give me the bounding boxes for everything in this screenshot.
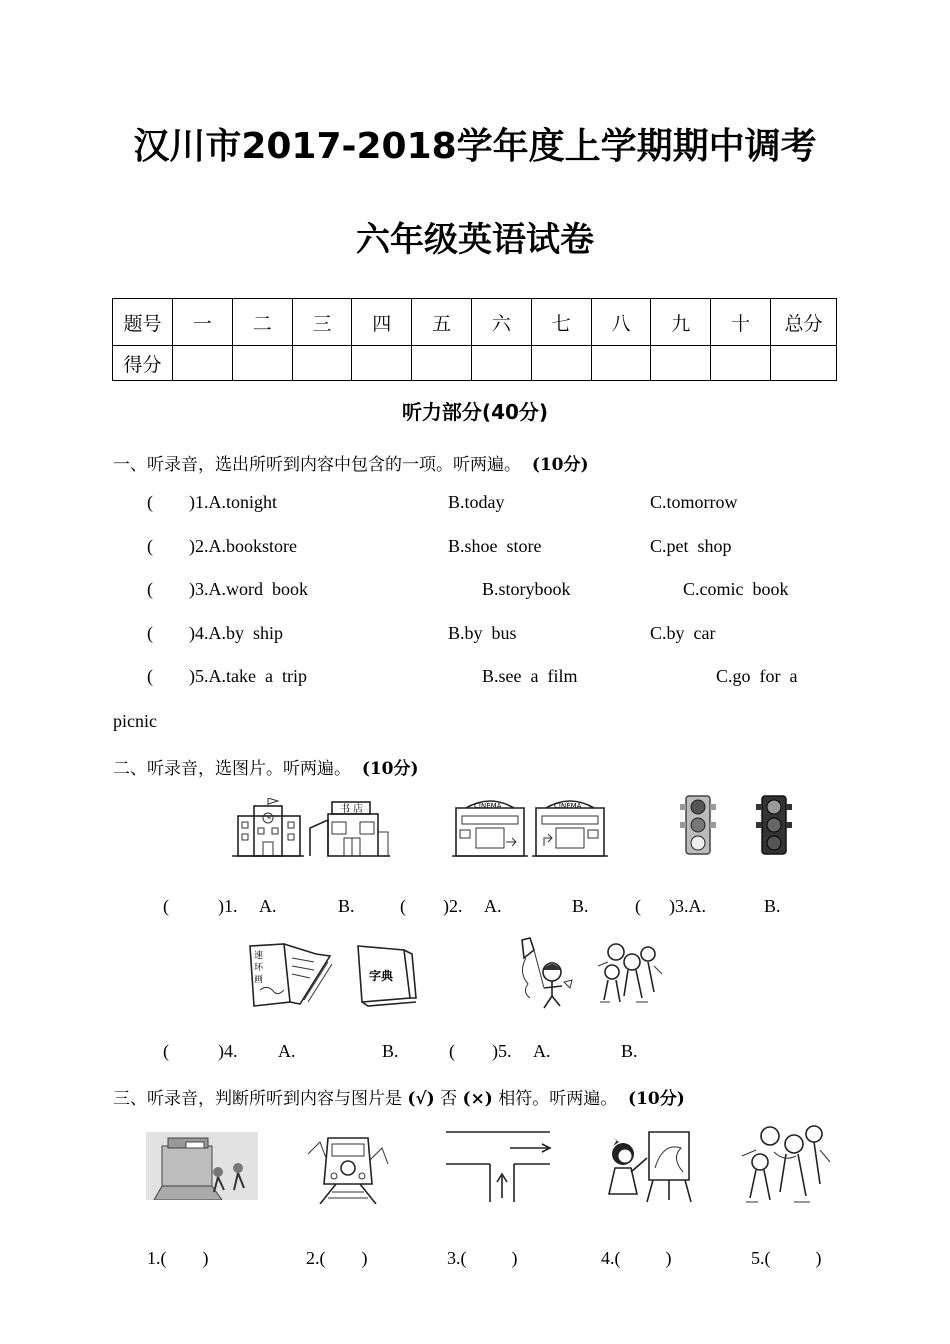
part1-heading: [113, 450, 589, 475]
score-header-cell: 四: [352, 299, 412, 346]
kite-and-picnic-illustration: [508, 936, 664, 1010]
p2-q2-option-a: A.: [484, 896, 502, 916]
traffic-lights-illustration: [676, 794, 796, 858]
part3-no-mark: (×): [462, 1089, 493, 1109]
score-header-cell: 八: [591, 299, 651, 346]
p2-q3-option-b: B.: [764, 896, 781, 916]
p2-q5-option-a: A.: [533, 1041, 551, 1061]
score-header-cell: 三: [292, 299, 352, 346]
painting-girl-illustration: [603, 1128, 693, 1204]
p2-q3-open-paren: (: [635, 896, 641, 916]
score-table-score-row: [113, 346, 837, 381]
children-playing-illustration: [740, 1122, 832, 1206]
score-cell[interactable]: [651, 346, 711, 381]
score-header-cell: 总分: [771, 299, 837, 346]
score-table: [112, 298, 837, 381]
score-cell[interactable]: [173, 346, 233, 381]
p1-q5-wrap-text: picnic: [113, 711, 157, 731]
cinema-right-icon: [532, 801, 608, 856]
p1-q3-option-c: C.comic book: [683, 579, 789, 599]
boy-with-kite-icon: [522, 938, 572, 1008]
p1-q5-option-a: ( )5.A.take a trip: [147, 666, 307, 686]
part1-heading-text: 一、听录音，选出所听到内容中包含的一项。听两遍。: [113, 455, 521, 475]
score-cell[interactable]: [352, 346, 412, 381]
books-illustration: [244, 940, 420, 1010]
p3-answer-2[interactable]: 2.( ): [306, 1248, 368, 1268]
score-cell[interactable]: [531, 346, 591, 381]
score-header-cell: 题号: [113, 299, 173, 346]
dictionary-label: 字典: [369, 969, 394, 983]
score-cell[interactable]: [711, 346, 771, 381]
p1-q1-option-a: ( )1.A.tonight: [147, 492, 277, 512]
p1-q5-option-c: C.go for a: [716, 666, 798, 686]
p3-answer-4[interactable]: 4.( ): [601, 1248, 672, 1268]
p1-q4-option-c: C.by car: [650, 623, 716, 643]
score-table-header-row: [113, 299, 837, 346]
p3-answer-1[interactable]: 1.( ): [147, 1248, 209, 1268]
part2-heading-text: 二、听录音，选图片。听两遍。: [113, 759, 351, 779]
exam-subtitle: 六年级英语试卷: [356, 220, 594, 260]
p2-q1-option-a: A.: [259, 896, 277, 916]
p2-q4-number: )4.: [218, 1041, 238, 1061]
p2-q2-open-paren: (: [400, 896, 406, 916]
p2-q3-number-option-a: )3.A.: [669, 896, 706, 916]
score-cell[interactable]: [591, 346, 651, 381]
svg-text:书 店: 书 店: [340, 804, 364, 815]
train-illustration: [306, 1134, 390, 1204]
p1-q3-option-b: B.storybook: [482, 579, 571, 599]
listening-section-title: 听力部分(40分): [401, 400, 549, 424]
svg-text:CINEMA: CINEMA: [554, 802, 582, 810]
p1-q4-option-a: ( )4.A.by ship: [147, 623, 283, 643]
score-cell[interactable]: [232, 346, 292, 381]
score-header-cell: 七: [531, 299, 591, 346]
part3-no-word: 否: [440, 1089, 458, 1109]
p1-q2-option-b: B.shoe store: [448, 536, 542, 556]
traffic-light-b-icon: [756, 796, 792, 854]
dictionary-book-icon: [358, 946, 416, 1006]
svg-text:CINEMA: CINEMA: [474, 802, 502, 810]
part3-yes-mark: (√): [407, 1089, 435, 1109]
traffic-light-a-icon: [680, 796, 716, 854]
score-cell[interactable]: [412, 346, 472, 381]
exam-title: 汉川市2017-2018学年度上学期期中调考: [133, 126, 817, 167]
score-row-label: 得分: [113, 346, 173, 381]
children-group-icon: [598, 944, 662, 1002]
part1-points: (10分): [531, 455, 589, 475]
score-header-cell: 九: [651, 299, 711, 346]
p2-q5-open-paren: (: [449, 1041, 455, 1061]
p2-q5-option-b: B.: [621, 1041, 638, 1061]
score-header-cell: 十: [711, 299, 771, 346]
score-header-cell: 一: [173, 299, 233, 346]
school-building-icon: [232, 798, 304, 856]
p1-q3-option-a: ( )3.A.word book: [147, 579, 308, 599]
p1-q2-option-c: C.pet shop: [650, 536, 732, 556]
cinema-illustration: [452, 796, 612, 860]
p1-q1-option-c: C.tomorrow: [650, 492, 738, 512]
svg-text:环: 环: [254, 963, 264, 973]
part3-heading-tail: 相符。听两遍。: [498, 1089, 618, 1109]
part3-points: (10分): [628, 1089, 685, 1109]
p2-q4-option-b: B.: [382, 1041, 399, 1061]
p1-q5-option-b: B.see a film: [482, 666, 578, 686]
p2-q2-option-b: B.: [572, 896, 589, 916]
p1-q1-option-b: B.today: [448, 492, 505, 512]
p2-q1-option-b: B.: [338, 896, 355, 916]
p2-q2-number: )2.: [443, 896, 463, 916]
score-header-cell: 二: [232, 299, 292, 346]
score-cell[interactable]: [771, 346, 837, 381]
bookstore-building-icon: [310, 802, 390, 856]
part3-heading-text: 三、听录音，判断所听到内容与图片是: [113, 1089, 402, 1109]
p2-q1-number: )1.: [218, 896, 238, 916]
score-cell[interactable]: [292, 346, 352, 381]
comic-book-icon: [250, 944, 332, 1006]
library-scene-illustration: [146, 1132, 258, 1200]
part2-heading: [113, 754, 419, 779]
p1-q2-option-a: ( )2.A.bookstore: [147, 536, 297, 556]
p3-answer-3[interactable]: 3.( ): [447, 1248, 518, 1268]
score-header-cell: 五: [412, 299, 472, 346]
p3-answer-5[interactable]: 5.( ): [751, 1248, 822, 1268]
svg-text:速: 速: [254, 951, 264, 961]
crossroads-map-illustration: [444, 1128, 552, 1204]
part2-points: (10分): [361, 759, 419, 779]
school-and-bookstore-illustration: [232, 798, 392, 860]
p2-q1-open-paren: (: [163, 896, 169, 916]
p2-q5-number: )5.: [492, 1041, 512, 1061]
score-cell[interactable]: [471, 346, 531, 381]
p2-q4-option-a: A.: [278, 1041, 296, 1061]
cinema-left-icon: [452, 801, 528, 856]
p2-q4-open-paren: (: [163, 1041, 169, 1061]
svg-text:画: 画: [254, 975, 264, 985]
p1-q4-option-b: B.by bus: [448, 623, 517, 643]
score-header-cell: 六: [471, 299, 531, 346]
part3-heading: [113, 1084, 685, 1109]
